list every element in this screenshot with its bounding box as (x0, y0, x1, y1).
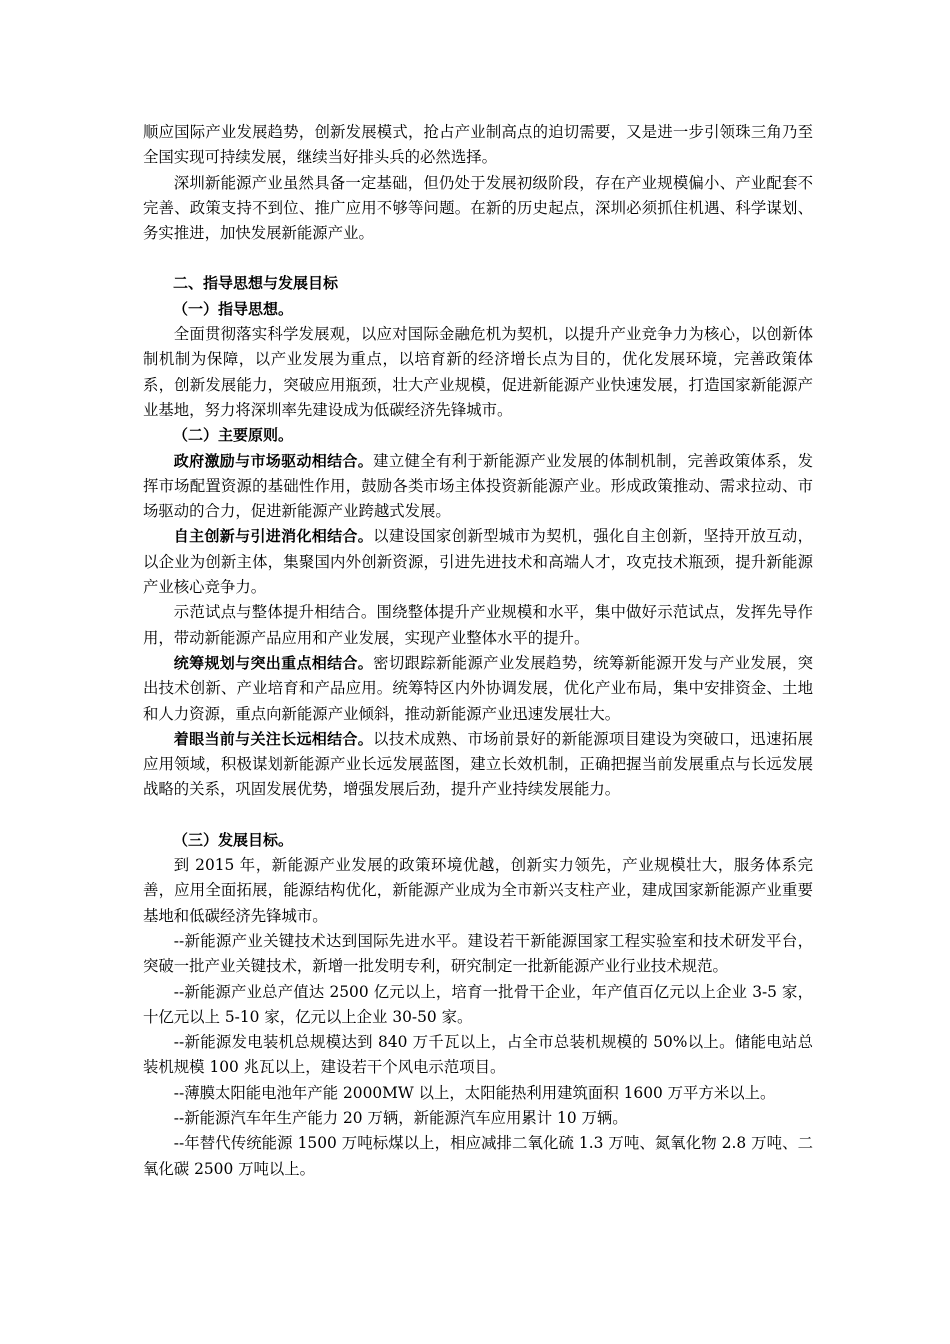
principle-paragraph (143, 651, 813, 727)
paragraph: 到 2015 年，新能源产业发展的政策环境优越，创新实力领先，产业规模壮大，服务体系完善，应用全面拓展，能源结构优化，新能源产业成为全市新兴支柱产业，建成国家新能源产业重要基地和低碳经济先锋城市。 (143, 856, 813, 925)
principle-text: 以技术成熟、市场前景好的新能源项目建设为突破口，迅速拓展应用领域，积极谋划新能源产业长远发展蓝图，建立长效机制，正确把握当前发展重点与长远发展战略的关系，巩固发展优势，增强发展后劲，提升产业持续发展能力。 (143, 729, 813, 799)
principle-paragraph (143, 727, 813, 803)
target-item: --新能源产业总产值达 2500 亿元以上，培育一批骨干企业，年产值百亿元以上企业 3-5 家，十亿元以上 5-10 家，亿元以上企业 30-50 家。 (143, 982, 813, 1026)
section-heading: 二、指导思想与发展目标 (173, 274, 339, 293)
paragraph: 全面贯彻落实科学发展观，以应对国际金融危机为契机，以提升产业竞争力为核心，以创新体制机制为保障，以产业发展为重点，以培育新的经济增长点为目的，优化发展环境，完善政策体系，创新发展能力，突破应用瓶颈，壮大产业规模，促进新能源产业快速发展，打造国家新能源产业基地，努力将深圳率先建设成为低碳经济先锋城市。 (143, 325, 813, 419)
paragraph: 深圳新能源产业虽然具备一定基础，但仍处于发展初级阶段，存在产业规模偏小、产业配套不完善、政策支持不到位、推广应用不够等问题。在新的历史起点，深圳必须抓住机遇、科学谋划、务实推进，加快发展新能源产业。 (143, 173, 813, 243)
target-item: --新能源产业关键技术达到国际先进水平。建设若干新能源国家工程实验室和技术研发平台，突破一批产业关键技术，新增一批发明专利，研究制定一批新能源产业行业技术规范。 (143, 931, 813, 976)
principle-text: 示范试点与整体提升相结合。围绕整体提升产业规模和水平，集中做好示范试点，发挥先导作用，带动新能源产品应用和产业发展，实现产业整体水平的提升。 (143, 603, 813, 647)
principle-paragraph (143, 600, 813, 651)
paragraph: 顺应国际产业发展趋势，创新发展模式，抢占产业制高点的迫切需要，又是进一步引领珠三角乃至全国实现可持续发展，继续当好排头兵的必然选择。 (143, 123, 813, 167)
principle-lead: 自主创新与引进消化相结合。 (173, 527, 374, 546)
principle-lead: 着眼当前与关注长远相结合。 (173, 729, 374, 748)
subsection-heading: （三）发展目标。 (173, 830, 294, 849)
principle-text: 密切跟踪新能源产业发展趋势，统筹新能源开发与产业发展，突出技术创新、产业培育和产品应用。统筹特区内外协调发展，优化产业布局，集中安排资金、土地和人力资源，重点向新能源产业倾斜，推动新能源产业迅速发展壮大。 (143, 653, 813, 723)
document-page (143, 120, 813, 1182)
subsection-heading: （一）指导思想。 (173, 299, 294, 318)
spacer (143, 803, 813, 828)
target-item: --年替代传统能源 1500 万吨标煤以上，相应减排二氧化硫 1.3 万吨、氮氧化物 2.8 万吨、二氧化碳 2500 万吨以上。 (143, 1134, 813, 1178)
target-item: --薄膜太阳能电池年产能 2000MW 以上，太阳能热利用建筑面积 1600 万平方米以上。 (173, 1083, 776, 1102)
principle-text: 建立健全有利于新能源产业发展的体制机制，完善政策体系，发挥市场配置资源的基础性作用，鼓励各类市场主体投资新能源产业。形成政策推动、需求拉动、市场驱动的合力，促进新能源产业跨越式发展。 (143, 451, 813, 521)
principle-lead: 统筹规划与突出重点相结合。 (173, 653, 374, 672)
target-item: --新能源发电装机总规模达到 840 万千瓦以上，占全市总装机规模的 50%以上。储能电站总装机规模 100 兆瓦以上，建设若干个风电示范项目。 (143, 1033, 813, 1077)
spacer (143, 246, 813, 271)
target-item: --新能源汽车年生产能力 20 万辆，新能源汽车应用累计 10 万辆。 (173, 1108, 628, 1127)
principle-paragraph (143, 449, 813, 525)
principle-lead: 政府激励与市场驱动相结合。 (173, 451, 374, 470)
subsection-heading: （二）主要原则。 (173, 426, 294, 445)
principle-paragraph (143, 524, 813, 600)
principle-text: 以建设国家创新型城市为契机，强化自主创新，坚持开放互动，以企业为创新主体，集聚国内外创新资源，引进先进技术和高端人才，攻克技术瓶颈，提升新能源产业核心竞争力。 (143, 527, 813, 597)
